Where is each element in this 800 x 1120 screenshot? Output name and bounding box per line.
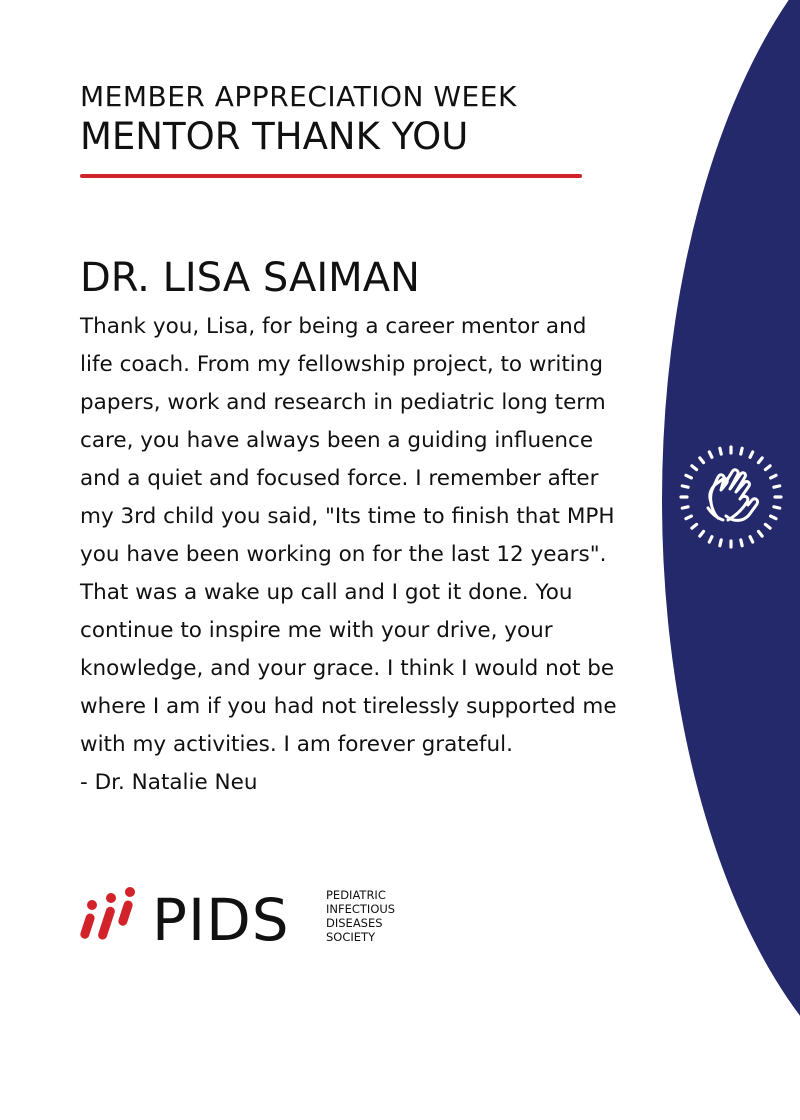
message-line: knowledge, and your grace. I think I would not be — [80, 656, 615, 681]
badge-tick — [686, 516, 691, 519]
thank-you-message — [80, 308, 665, 802]
society-line: PEDIATRIC — [326, 888, 386, 902]
badge-tick — [771, 516, 776, 519]
badge-tick — [758, 531, 762, 536]
badge-tick — [686, 475, 691, 478]
badge-tick — [720, 448, 721, 454]
badge-tick — [765, 524, 770, 528]
message-line: my 3rd child you said, "Its time to finish that MPH — [80, 504, 615, 529]
badge-tick — [758, 458, 762, 463]
badge-tick — [741, 540, 742, 546]
society-line: SOCIETY — [326, 930, 376, 944]
badge-tick — [750, 452, 753, 457]
badge-tick — [765, 466, 770, 470]
message-line: continue to inspire me with your drive, your — [80, 618, 553, 643]
message-line: papers, work and research in pediatric long term — [80, 390, 606, 415]
badge-tick — [700, 458, 704, 463]
pids-logo-mark-icon — [80, 886, 142, 948]
message-line: That was a wake up call and I got it done. You — [80, 580, 573, 605]
badge-tick — [692, 466, 697, 470]
honoree-name: DR. LISA SAIMAN — [80, 255, 420, 301]
badge-tick — [774, 486, 780, 487]
badge-tick — [741, 448, 742, 454]
title-underline — [80, 174, 582, 178]
badge-tick — [771, 475, 776, 478]
message-line: life coach. From my fellowship project, to writing — [80, 352, 603, 377]
message-line: with my activities. I am forever grateful. — [80, 732, 513, 757]
badge-tick — [700, 531, 704, 536]
badge-tick — [682, 507, 688, 508]
society-line: DISEASES — [326, 916, 383, 930]
message-line: Thank you, Lisa, for being a career mentor and — [80, 314, 587, 339]
message-line: you have been working on for the last 12 years". — [80, 542, 607, 567]
event-kicker: MEMBER APPRECIATION WEEK — [80, 80, 517, 113]
badge-tick — [750, 537, 753, 542]
signature: - Dr. Natalie Neu — [80, 770, 258, 795]
badge-tick — [692, 524, 697, 528]
logo-wordmark: PIDS — [152, 886, 290, 954]
page-title: MENTOR THANK YOU — [80, 115, 469, 158]
clapping-hands-icon — [678, 444, 784, 550]
message-line: and a quiet and focused force. I remember after — [80, 466, 599, 491]
badge-tick — [720, 540, 721, 546]
society-line: INFECTIOUS — [326, 902, 396, 916]
badge-tick — [709, 452, 712, 457]
logo-society-name — [326, 888, 395, 944]
header — [80, 80, 517, 160]
badge-tick — [682, 486, 688, 487]
badge-tick — [709, 537, 712, 542]
message-line: care, you have always been a guiding influence — [80, 428, 594, 453]
navy-arc-background — [662, 0, 800, 1120]
message-line: where I am if you had not tirelessly supported me — [80, 694, 617, 719]
badge-tick — [774, 507, 780, 508]
